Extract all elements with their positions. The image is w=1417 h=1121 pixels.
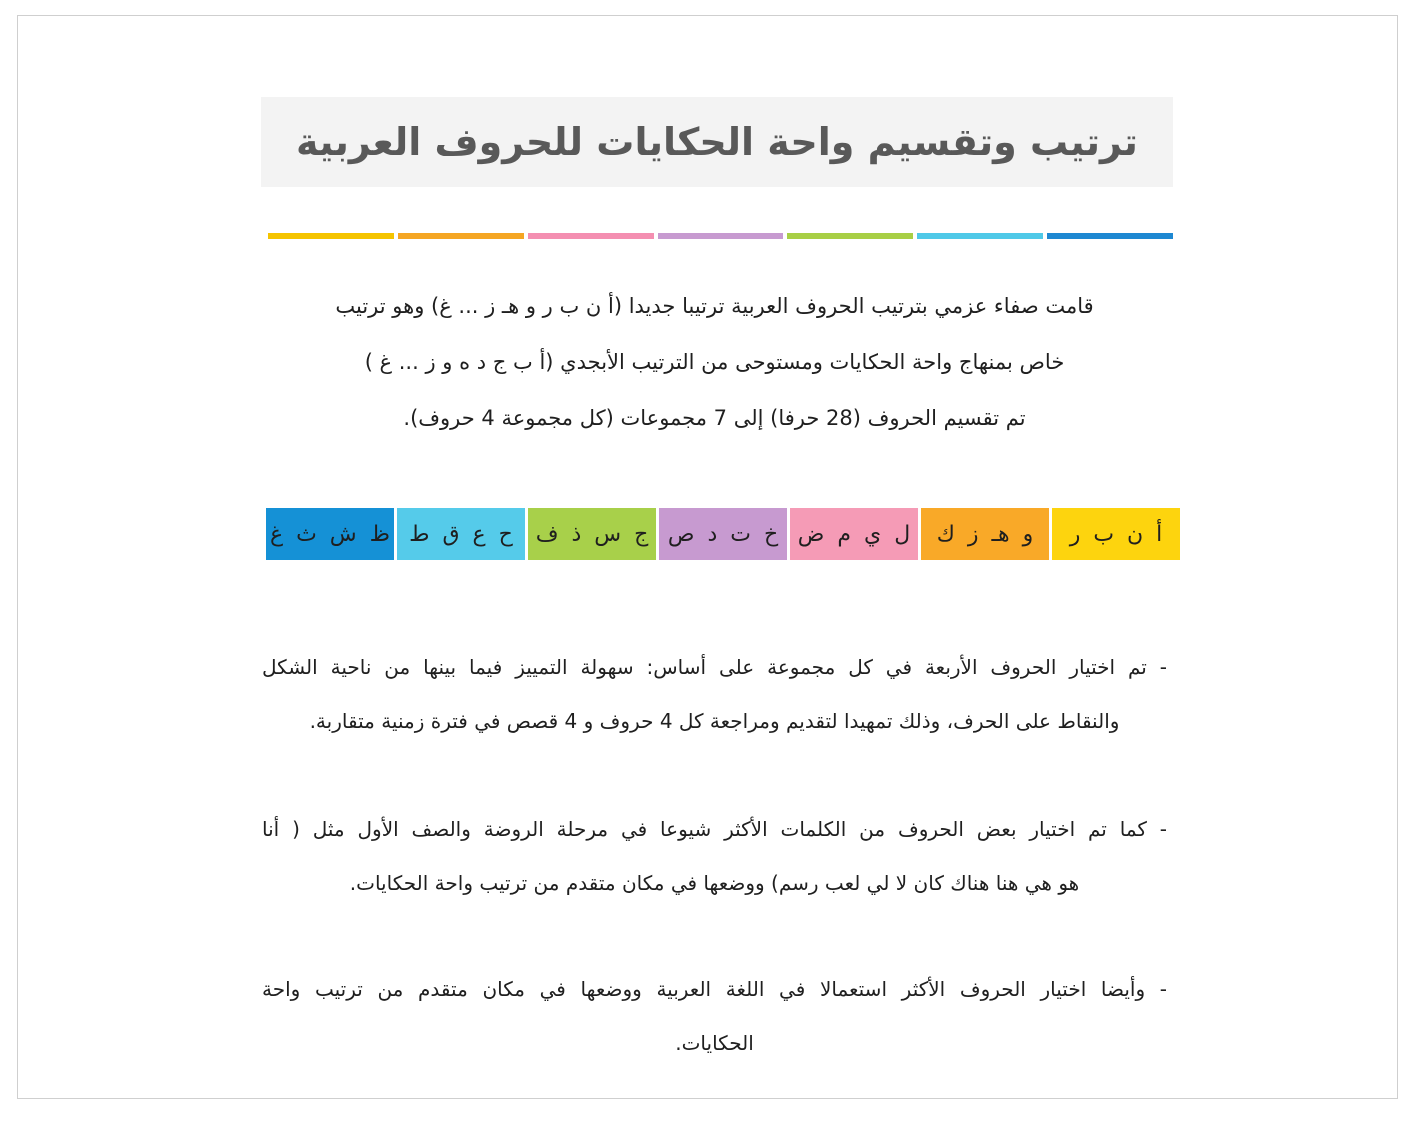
intro-line: قامت صفاء عزمي بترتيب الحروف العربية ترتيبا جديدا (أ ن ب ر و هـ ز ... غ) وهو ترتيب [335,294,1094,318]
paragraph-line: - تم اختيار الحروف الأربعة في كل مجموعة على أساس: سهولة التمييز فيما بينها من ناحية الشكل [262,655,1167,679]
intro-text [262,278,1167,446]
letter-group-1: أ ن ب ر [1052,508,1180,560]
letter-group-4: خ ت د ص [659,508,787,560]
letter-group-3: ل ي م ض [790,508,918,560]
paragraph-line: هو هي هنا هناك كان لا لي لعب رسم) ووضعها في مكان متقدم من ترتيب واحة الحكايات. [349,871,1080,895]
intro-line: خاص بمنهاج واحة الحكايات ومستوحى من الترتيب الأبجدي (أ ب ج د ه و ز ... غ ) [364,350,1065,374]
letter-group-7: ظ ش ث غ [266,508,394,560]
stripe-cyan [917,233,1043,239]
paragraph-selection-criteria [262,640,1167,748]
stripe-orange [398,233,524,239]
stripe-pink [528,233,654,239]
stripe-yellow [268,233,394,239]
paragraph-line: - وأيضا اختيار الحروف الأكثر استعمالا في اللغة العربية ووضعها في مكان متقدم من ترتيب واحة [262,977,1167,1001]
paragraph-line: الحكايات. [675,1031,754,1055]
title-box [261,97,1173,187]
page-title: ترتيب وتقسيم واحة الحكايات للحروف العربية [296,120,1138,164]
intro-line: تم تقسيم الحروف (28 حرفا) إلى 7 مجموعات (كل مجموعة 4 حروف). [403,406,1026,430]
stripe-blue [1047,233,1173,239]
paragraph-frequency [262,962,1167,1070]
color-stripe-divider [268,233,1173,239]
paragraph-line: والنقاط على الحرف، وذلك تمهيدا لتقديم ومراجعة كل 4 حروف و 4 قصص في فترة زمنية متقاربة. [309,709,1120,733]
letter-groups-row [266,508,1180,560]
letter-group-6: ح ع ق ط [397,508,525,560]
stripe-purple [658,233,784,239]
paragraph-common-words [262,802,1167,910]
paragraph-line: - كما تم اختيار بعض الحروف من الكلمات الأكثر شيوعا في مرحلة الروضة والصف الأول مثل ( أنا [262,817,1167,841]
letter-group-2: و هـ ز ك [921,508,1049,560]
stripe-green [787,233,913,239]
letter-group-5: ج س ذ ف [528,508,656,560]
